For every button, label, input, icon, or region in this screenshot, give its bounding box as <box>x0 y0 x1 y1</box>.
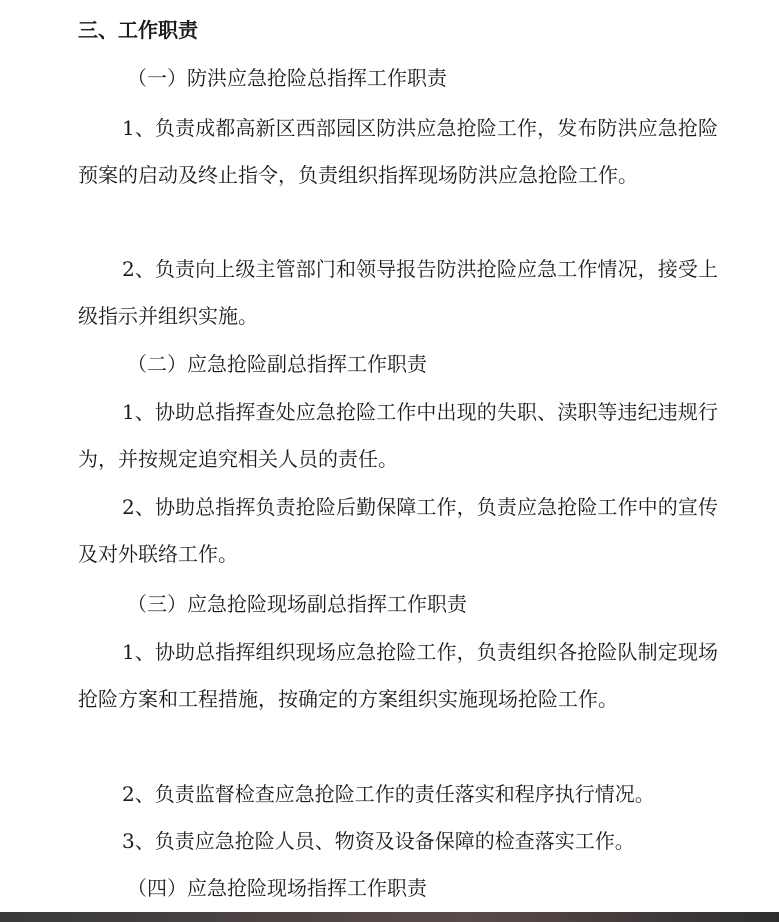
paragraph-1-1: 1、负责成都高新区西部园区防洪应急抢险工作，发布防洪应急抢险预案的启动及终止指令，负责组织指挥现场防洪应急抢险工作。 <box>78 116 718 187</box>
subsection-title-4: （四）应急抢险现场指挥工作职责 <box>127 876 427 900</box>
section-heading: 三、工作职责 <box>78 18 198 42</box>
paragraph-1-2: 2、负责向上级主管部门和领导报告防洪抢险应急工作情况，接受上级指示并组织实施。 <box>78 257 718 328</box>
paragraph-3-3: 3、负责应急抢险人员、物资及设备保障的检查落实工作。 <box>122 829 635 853</box>
paragraph-3-2: 2、负责监督检查应急抢险工作的责任落实和程序执行情况。 <box>122 782 655 806</box>
subsection-title-2: （二）应急抢险副总指挥工作职责 <box>127 352 427 376</box>
paragraph-3-1: 1、协助总指挥组织现场应急抢险工作，负责组织各抢险队制定现场抢险方案和工程措施，按确定的方案组织实施现场抢险工作。 <box>78 640 718 711</box>
subsection-title-1: （一）防洪应急抢险总指挥工作职责 <box>127 66 447 90</box>
paragraph-2-2: 2、协助总指挥负责抢险后勤保障工作，负责应急抢险工作中的宣传及对外联络工作。 <box>78 495 718 566</box>
subsection-title-3: （三）应急抢险现场副总指挥工作职责 <box>127 592 467 616</box>
bottom-border-bar <box>0 912 779 922</box>
paragraph-2-1: 1、协助总指挥查处应急抢险工作中出现的失职、渎职等违纪违规行为，并按规定追究相关人员的责任。 <box>78 400 718 471</box>
